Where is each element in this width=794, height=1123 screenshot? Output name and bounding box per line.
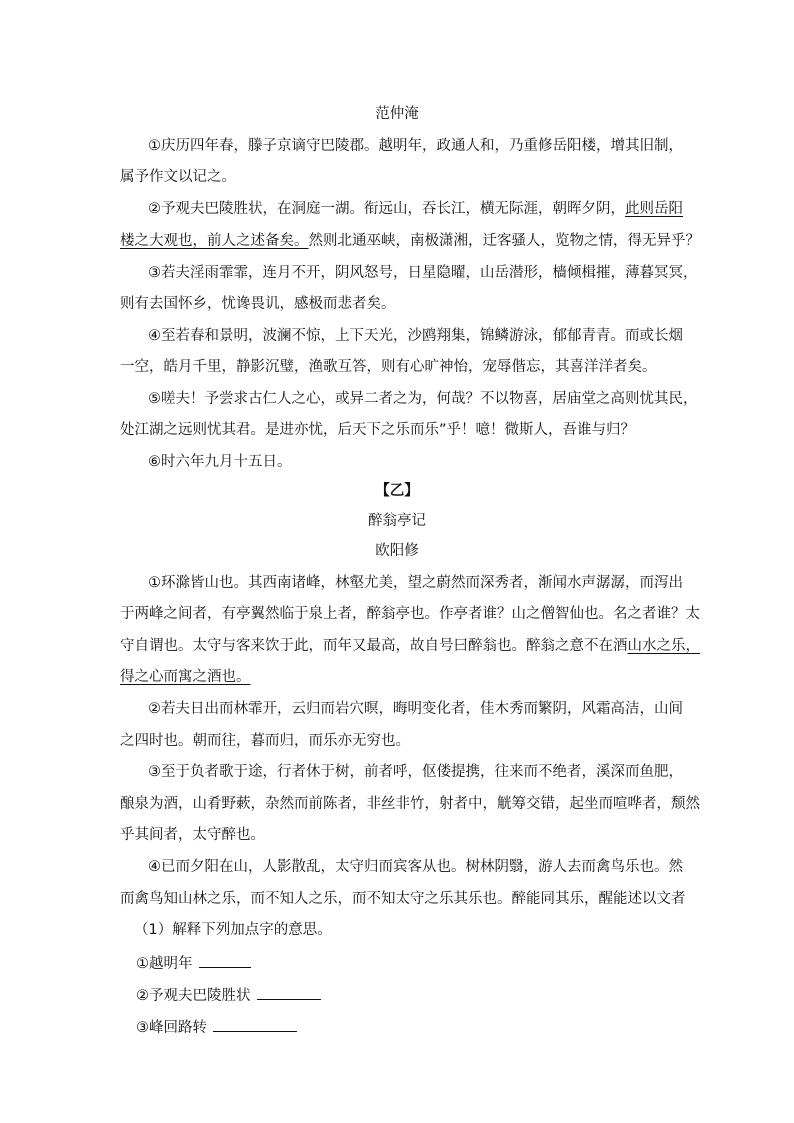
passage-b-line: 守自谓也。太守与客来饮于此，而年又最高，故自号曰醉翁也。醉翁之意不在酒山水之乐， <box>120 638 700 654</box>
underlined-text: 楼之大观也，前人之述备矣。 <box>120 233 309 249</box>
question-item: ③峰回路转 <box>136 1017 670 1038</box>
passage-a-line: 则有去国怀乡，忧谗畏讥，感极而悲者矣。 <box>120 296 396 312</box>
passage-a-line: ③若夫淫雨霏霏，连月不开，阴风怒号，日星隐曜，山岳潜形，樯倾楫摧，薄暮冥冥， <box>148 265 698 281</box>
passage-a-author: 范仲淹 <box>375 106 419 122</box>
passage-a-line: 楼之大观也，前人之述备矣。然则北通巫峡，南极潇湘，迁客骚人，览物之情，得无异乎？ <box>120 233 700 249</box>
underlined-text: 山水之乐， <box>627 638 700 654</box>
passage-b-line: ②若夫日出而林霏开，云归而岩穴暝，晦明变化者，佳木秀而繁阴，风霜高洁，山间 <box>148 701 683 717</box>
question-item: ①越明年 <box>136 953 670 974</box>
passage-b-line: 于两峰之间者，有亭翼然临于泉上者，醉翁亭也。作亭者谁？山之僧智仙也。名之者谁？太 <box>120 606 700 622</box>
question-prompt: （1）解释下列加点字的意思。 <box>134 922 332 938</box>
passage-b-line <box>120 667 682 687</box>
passage-b-line: 之四时也。朝而往，暮而归，而乐亦无穷也。 <box>120 733 410 749</box>
passage-a-line: ②予观夫巴陵胜状，在洞庭一湖。衔远山，吞长江，横无际涯，朝晖夕阴，此则岳阳 <box>148 201 683 217</box>
passage-b-marker: 【乙】 <box>375 483 419 499</box>
passage-b-line: ④已而夕阳在山，人影散乱，太守归而宾客从也。树林阴翳，游人去而禽鸟乐也。然 <box>148 859 683 875</box>
passage-b-line: 乎其间者，太守醉也。 <box>120 827 265 843</box>
passage-a-line: 属予作文以记之。 <box>120 169 236 185</box>
passage-b-line: 酿泉为酒，山肴野蔌，杂然而前陈者，非丝非竹，射者中，觥筹交错，起坐而喧哗者，颓然 <box>120 796 700 812</box>
passage-a-line: ④至若春和景明，波澜不惊，上下天光，沙鸥翔集，锦鳞游泳，郁郁青青。而或长烟 <box>148 328 683 344</box>
answer-blank[interactable] <box>199 953 251 968</box>
passage-a-line: ⑤嗟夫！予尝求古仁人之心，或异二者之为，何哉？不以物喜，居庙堂之高则忧其民， <box>148 391 698 407</box>
passage-b-line: 而禽鸟知山林之乐，而不知人之乐，而不知太守之乐其乐也。醉能同其乐，醒能述以文者 <box>120 891 686 907</box>
question-item: ②予观夫巴陵胜状 <box>136 985 670 1006</box>
passage-a-line: ①庆历四年春，滕子京谪守巴陵郡。越明年，政通人和，乃重修岳阳楼，增其旧制， <box>148 138 683 154</box>
answer-blank[interactable] <box>213 1017 297 1032</box>
passage-a-line: 一空，皓月千里，静影沉璧，渔歌互答，则有心旷神怡，宠辱偕忘，其喜洋洋者矣。 <box>120 359 657 375</box>
passage-b-author: 欧阳修 <box>375 543 419 559</box>
passage-a-line: ⑥时六年九月十五日。 <box>148 454 292 470</box>
answer-blank[interactable] <box>257 985 321 1000</box>
passage-b-line: ①环滁皆山也。其西南诸峰，林壑尤美，望之蔚然而深秀者，渐闻水声潺潺，而泻出 <box>148 575 683 591</box>
underlined-text: 此则岳阳 <box>625 201 683 217</box>
passage-a-line: 处江湖之远则忧其君。是进亦忧，后天下之乐而乐”乎！噫！微斯人，吾谁与归？ <box>120 422 636 438</box>
underlined-text: 得之心而寓之酒也。 <box>120 669 251 685</box>
passage-b-title: 醉翁亭记 <box>368 513 426 529</box>
passage-b-line: ③至于负者歌于途，行者休于树，前者呼，伛偻提携，往来而不绝者，溪深而鱼肥， <box>148 764 683 780</box>
